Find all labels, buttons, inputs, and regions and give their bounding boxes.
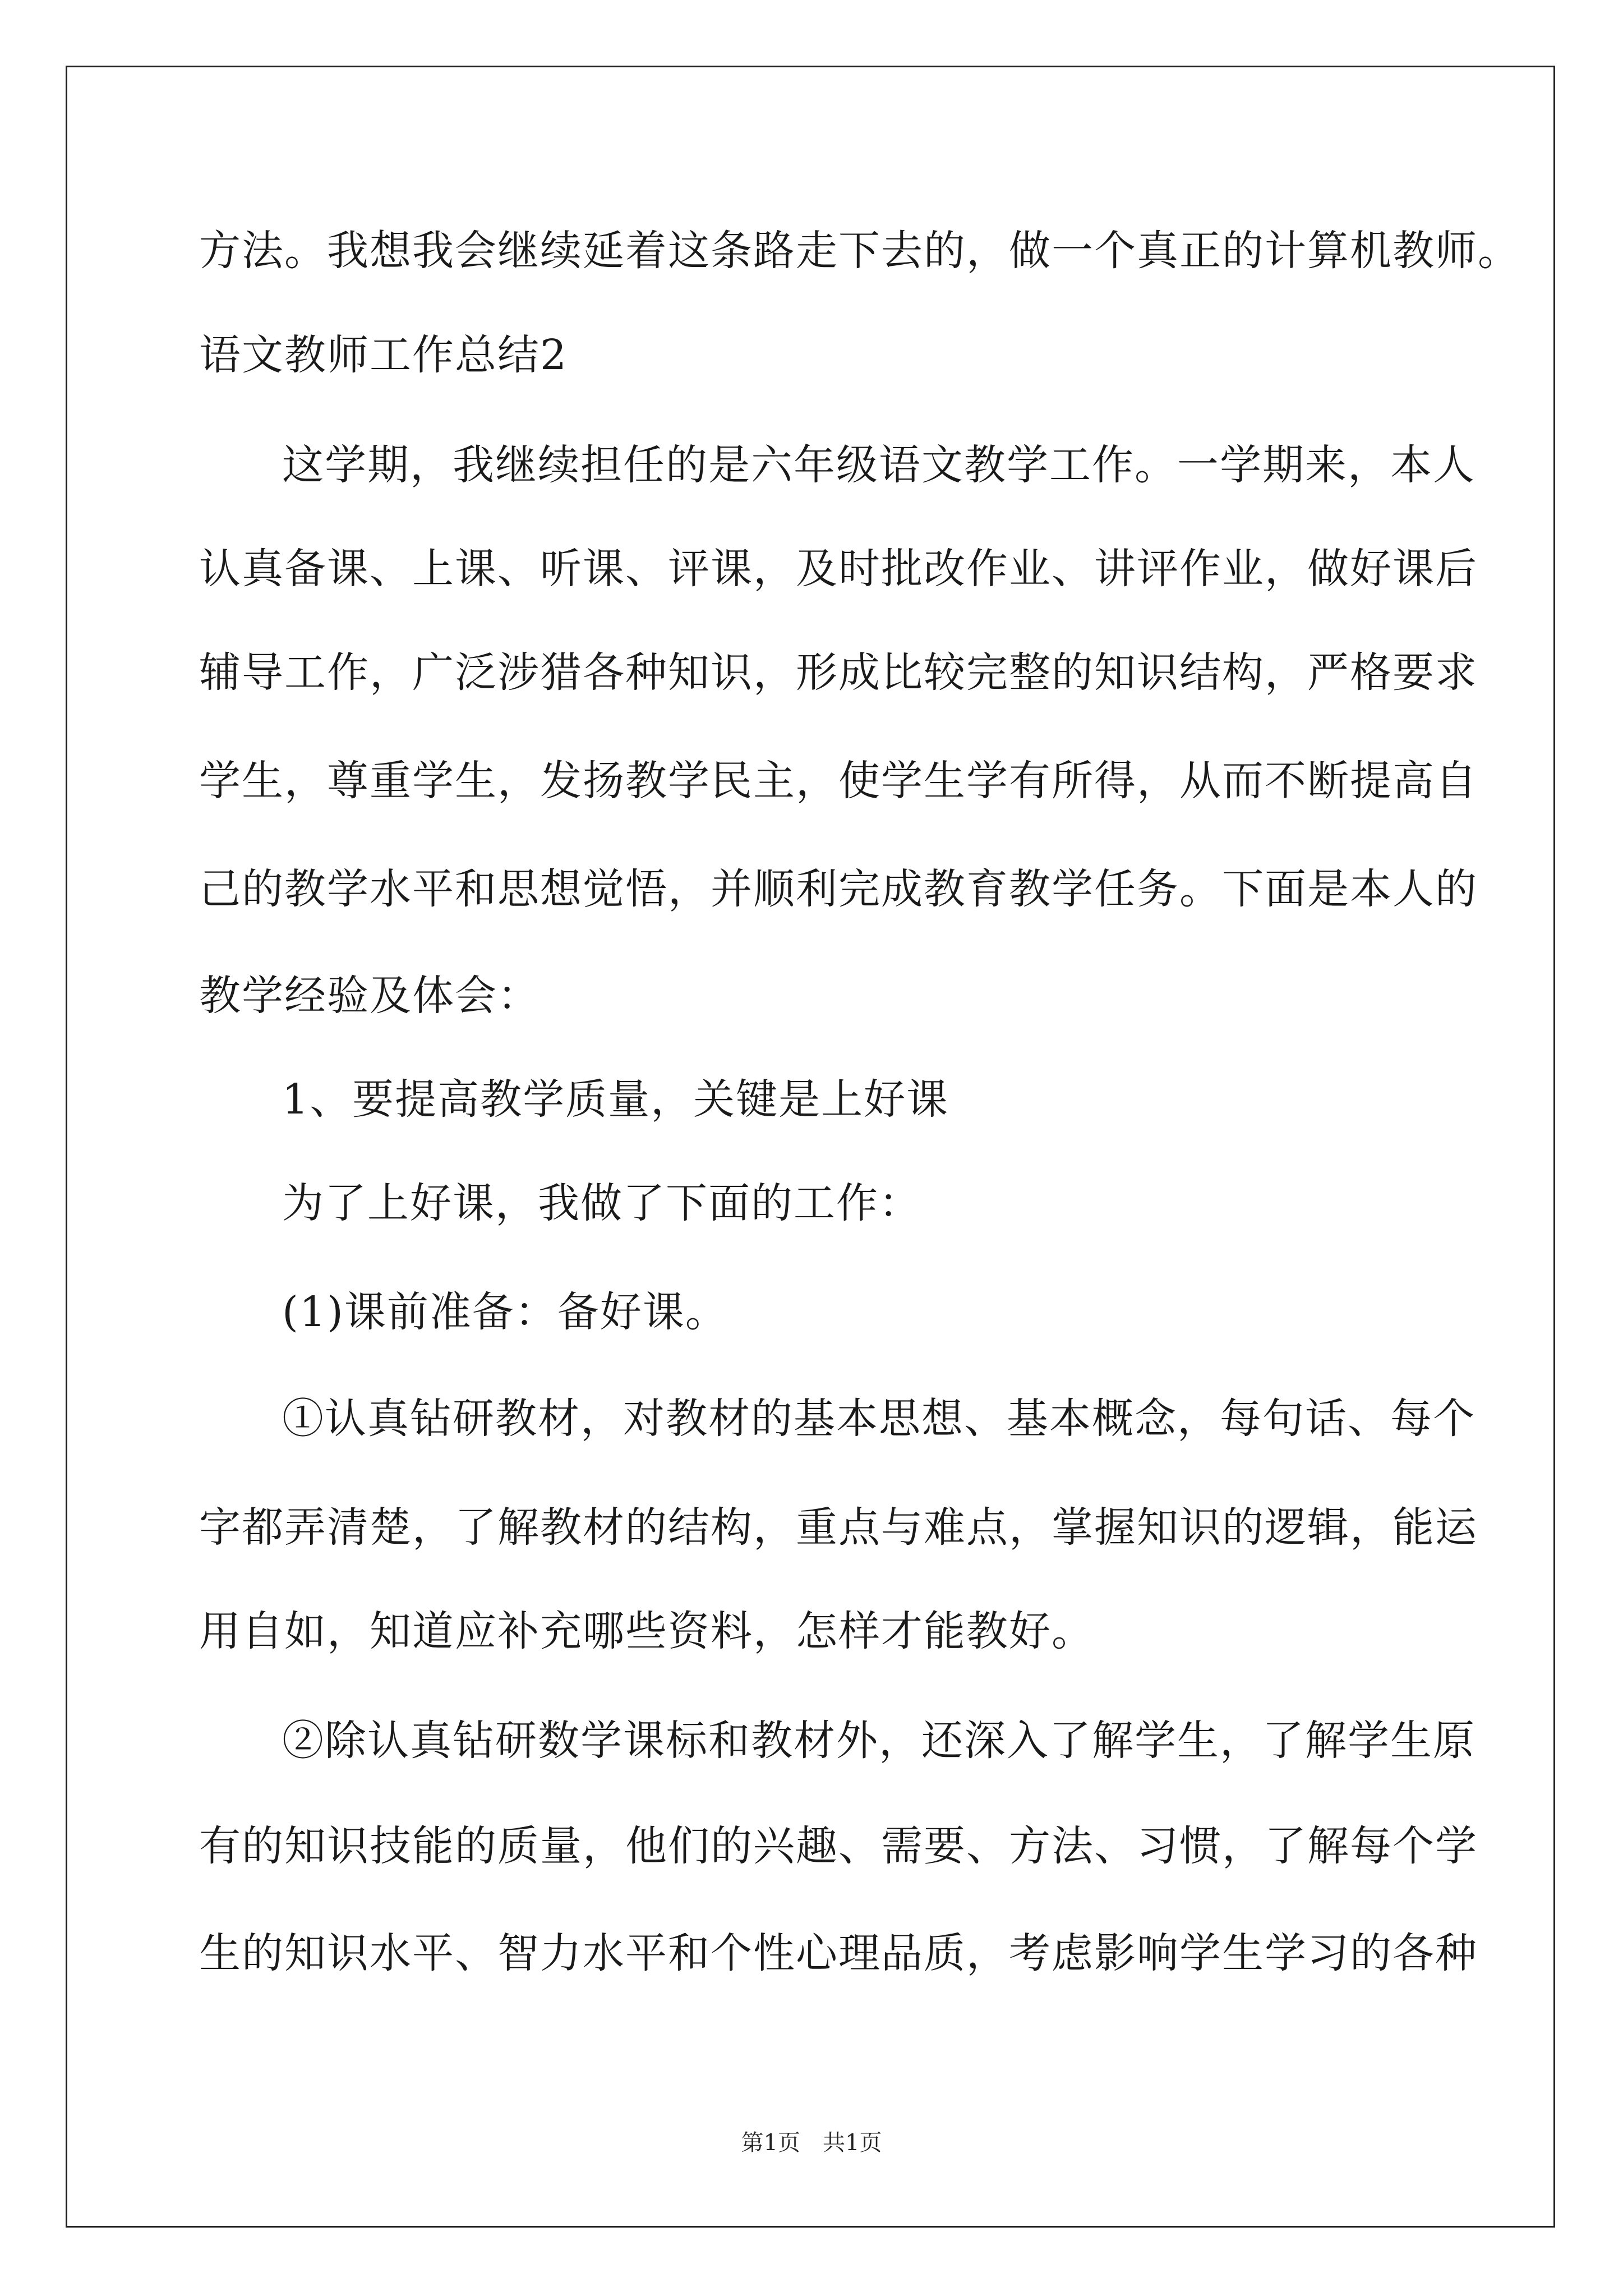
paragraph-line: 学生，尊重学生，发扬教学民主，使学生学有所得，从而不断提高自: [199, 757, 1478, 805]
paragraph-line: 这学期，我继续担任的是六年级语文教学工作。一学期来，本人: [282, 441, 1476, 489]
paragraph-line: 用自如，知道应补充哪些资料，怎样才能教好。: [199, 1607, 1094, 1655]
paragraph-line: 己的教学水平和思想觉悟，并顺利完成教育教学任务。下面是本人的: [199, 865, 1478, 913]
paragraph-line: 生的知识水平、智力水平和个性心理品质，考虑影响学生学习的各种: [199, 1929, 1478, 1977]
paragraph-line: ①认真钻研教材，对教材的基本思想、基本概念，每句话、每个: [282, 1395, 1476, 1443]
subheading: (1)课前准备：备好课。: [282, 1288, 728, 1336]
paragraph-line: 辅导工作，广泛涉猎各种知识，形成比较完整的知识结构，严格要求: [199, 648, 1478, 697]
page-total: 共1页: [823, 2130, 882, 2156]
page-border: [66, 66, 1555, 2228]
page-footer: [0, 2132, 1623, 2154]
text-line: 方法。我想我会继续延着这条路走下去的，做一个真正的计算机教师。: [199, 227, 1520, 275]
paragraph-line: 有的知识技能的质量，他们的兴趣、需要、方法、习惯，了解每个学: [199, 1822, 1478, 1870]
paragraph-line: 字都弄清楚，了解教材的结构，重点与难点，掌握知识的逻辑，能运: [199, 1503, 1478, 1552]
paragraph-line: ②除认真钻研数学课标和教材外，还深入了解学生，了解学生原: [282, 1717, 1476, 1765]
paragraph-line: 为了上好课，我做了下面的工作：: [282, 1179, 921, 1227]
page-number: 第1页: [741, 2130, 800, 2156]
section-heading: 语文教师工作总结2: [199, 331, 568, 379]
paragraph-line: 认真备课、上课、听课、评课，及时批改作业、讲评作业，做好课后: [199, 545, 1478, 593]
paragraph-line: 教学经验及体会：: [199, 972, 540, 1020]
list-heading: 1、要提高教学质量，关键是上好课: [282, 1075, 949, 1124]
